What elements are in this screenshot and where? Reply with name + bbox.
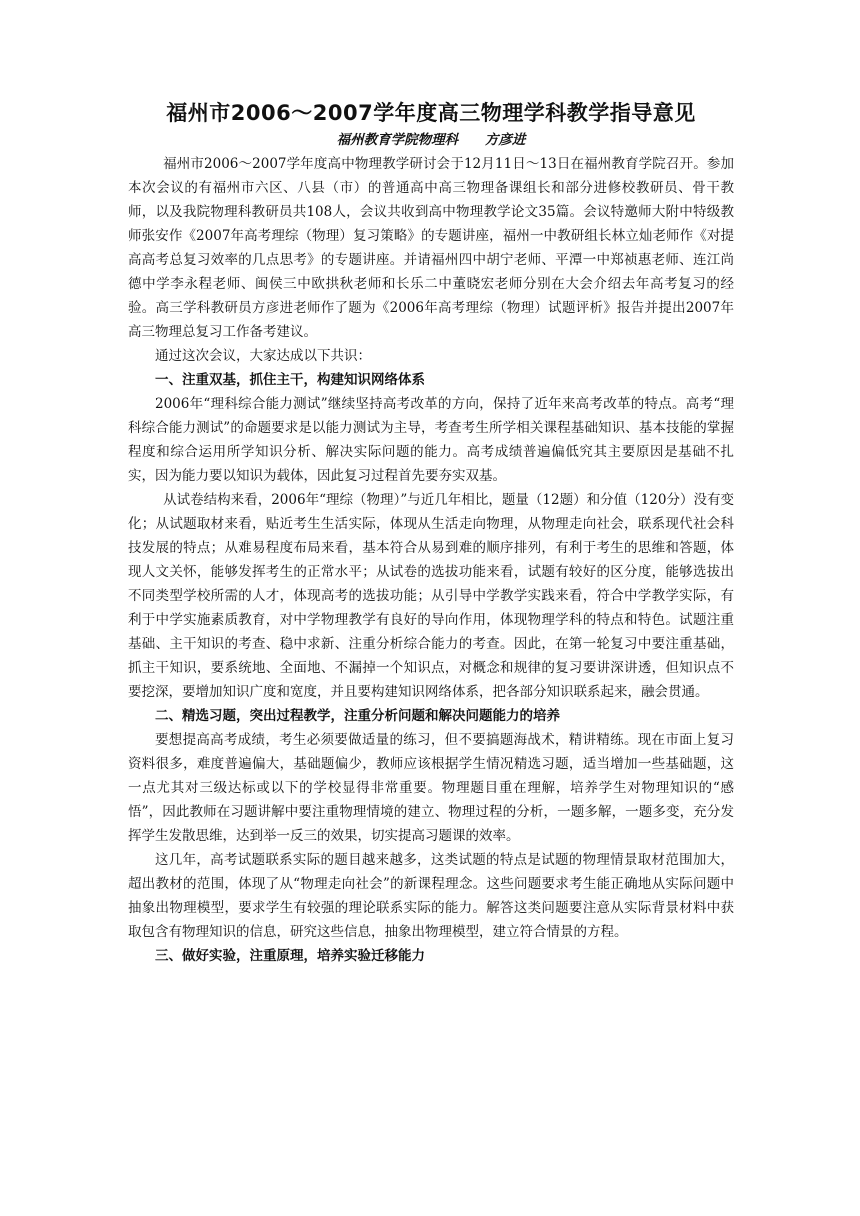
- section-3-heading: 三、做好实验，注重原理，培养实验迁移能力: [155, 948, 425, 964]
- section-2-paragraph-1: 要想提高高考成绩，考生必须要做适量的练习，但不要搞题海战术，精讲精练。现在市面上复习资料很多，难度普遍偏大，基础题偏少，教师应该根据学生情况精选习题，适当增加一些基础题，这一点尤其对三级达标或以下的学校显得非常重要。物理题目重在理解，培养学生对物理知识的“感悟”，因此教师在习题讲解中要注重物理情境的建立、物理过程的分析，一题多解，一题多变，充分发挥学生发散思维，达到举一反三的效果，切实提高习题课的效率。: [128, 732, 734, 844]
- intro-paragraph: 福州市2006～2007学年度高中物理教学研讨会于12月11日～13日在福州教育学院召开。参加本次会议的有福州市六区、八县（市）的普通高中高三物理备课组长和部分进修校教研员、骨干教师，以及我院物理科教研员共108人，会议共收到高中物理教学论文35篇。会议特邀师大附中特级教师张安作《2007年高考理综（物理）复习策略》的专题讲座，福州一中教研组长林立灿老师作《对提高高考总复习效率的几点思考》的专题讲座。并请福州四中胡宁老师、平潭一中郑祯惠老师、连江尚德中学李永程老师、闽侯三中欧拱秋老师和长乐二中董晓宏老师分别在大会介绍去年高考复习的经验。高三学科教研员方彦进老师作了题为《2006年高考理综（物理）试题评析》报告并提出2007年高三物理总复习工作备考建议。: [128, 156, 734, 340]
- section-2-heading: 二、精选习题，突出过程教学，注重分析问题和解决问题能力的培养: [155, 708, 560, 724]
- section-2-paragraph-2: 这几年，高考试题联系实际的题目越来越多，这类试题的特点是试题的物理情景取材范围加大，超出教材的范围，体现了从“物理走向社会”的新课程理念。这些问题要求考生能正确地从实际问题中抽象出物理模型，要求学生有较强的理论联系实际的能力。解答这类问题要注意从实际背景材料中获取包含有物理知识的信息，研究这些信息，抽象出物理模型，建立符合情景的方程。: [128, 852, 734, 940]
- section-1-paragraph-1: 2006年“理科综合能力测试”继续坚持高考改革的方向，保持了近年来高考改革的特点。高考“理科综合能力测试”的命题要求是以能力测试为主导，考查考生所学相关课程基础知识、基本技能的掌握程度和综合运用所学知识分析、解决实际问题的能力。高考成绩普遍偏低究其主要原因是基础不扎实，因为能力要以知识为载体，因此复习过程首先要夯实双基。: [128, 396, 734, 484]
- section-1-paragraph-2: 从试卷结构来看，2006年“理综（物理）”与近几年相比，题量（12题）和分值（120分）没有变化；从试题取材来看，贴近考生生活实际，体现从生活走向物理，从物理走向社会，联系现代社会科技发展的特点；从难易程度布局来看，基本符合从易到难的顺序排列，有利于考生的思维和答题，体现人文关怀，能够发挥考生的正常水平；从试卷的选拔功能来看，试题有较好的区分度，能够选拔出不同类型学校所需的人才，体现高考的选拔功能；从引导中学教学实践来看，符合中学教学实际，有利于中学实施素质教育，对中学物理教学有良好的导向作用，体现物理学科的特点和特色。试题注重基础、主干知识的考查、稳中求新、注重分析综合能力的考查。因此，在第一轮复习中要注重基础，抓主干知识，要系统地、全面地、不漏掉一个知识点，对概念和规律的复习要讲深讲透，但知识点不要挖深，要增加知识广度和宽度，并且要构建知识网络体系，把各部分知识联系起来，融会贯通。: [128, 492, 734, 700]
- author-byline: 福州教育学院物理科 方彦进: [336, 132, 526, 148]
- document-body: [128, 96, 734, 968]
- document-title: 福州市2006～2007学年度高三物理学科教学指导意见: [166, 101, 696, 125]
- section-1-heading: 一、注重双基，抓住主干，构建知识网络体系: [155, 372, 425, 388]
- consensus-intro: 通过这次会议，大家达成以下共识：: [155, 348, 371, 364]
